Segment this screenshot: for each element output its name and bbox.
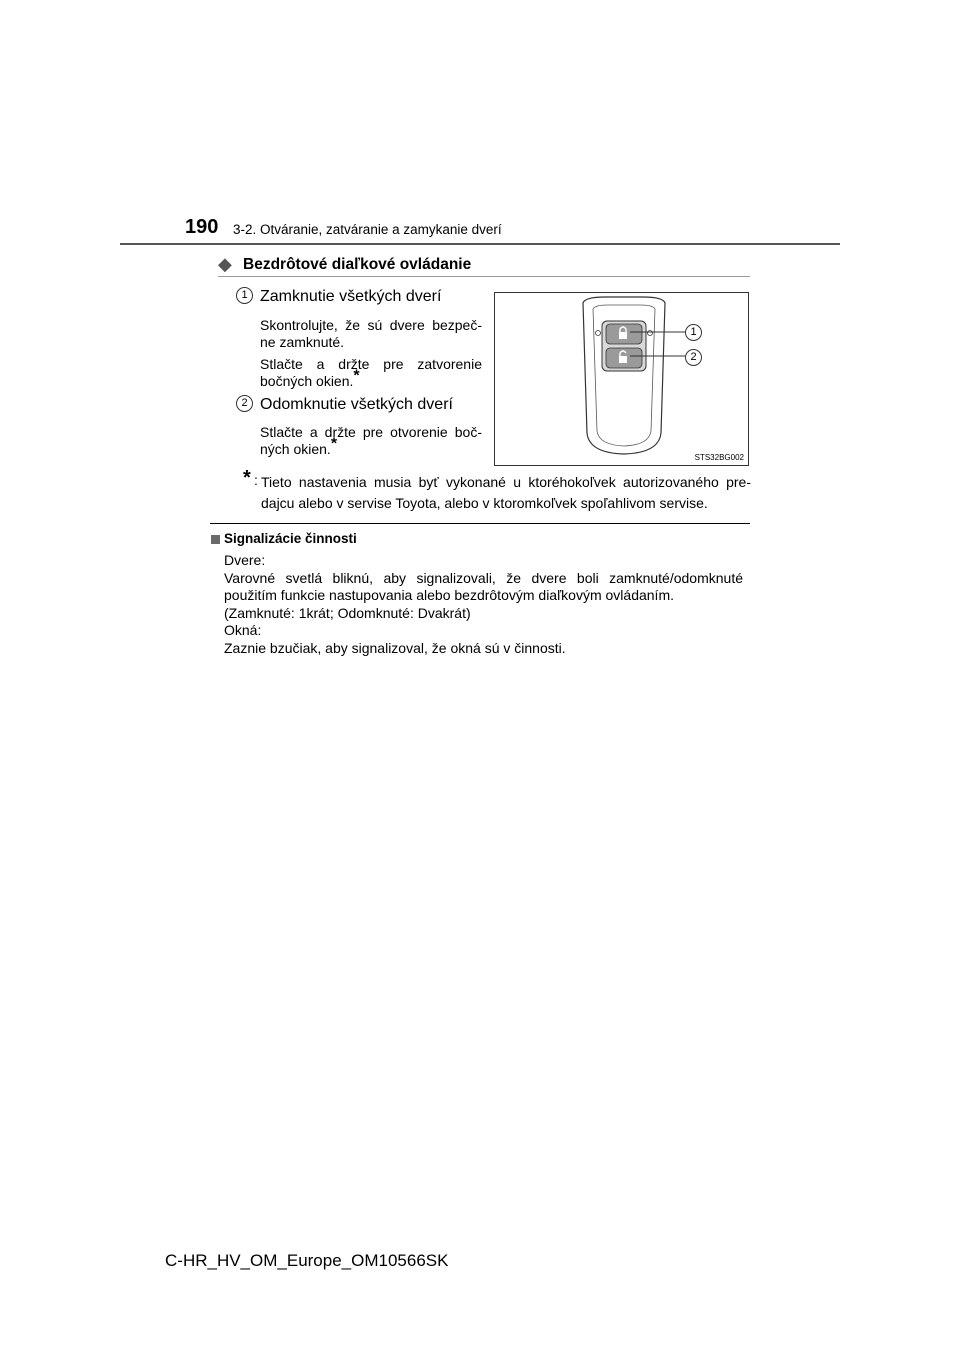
diamond-bullet-icon: ◆ xyxy=(218,254,232,274)
item-2-text-1: Stlačte a držte pre otvorenie boč-ných okien.* xyxy=(260,424,482,457)
signals-divider xyxy=(210,523,750,524)
header-divider xyxy=(120,243,840,245)
section-divider xyxy=(218,276,750,277)
figure-code: STS32BG002 xyxy=(694,453,744,462)
square-bullet-icon xyxy=(211,535,220,544)
signals-body xyxy=(224,552,743,657)
footnote-colon: : xyxy=(254,472,258,488)
callout-1: 1 xyxy=(685,324,702,341)
footnote-text: Tieto nastavenia musia byť vykonané u ktoréhokoľvek autorizovaného pre-dajcu alebo v servise Toyota, alebo v ktoromkoľvek spoľahlivom servise. xyxy=(261,474,751,511)
item-number-1: 1 xyxy=(236,287,253,304)
footnote-mark: * xyxy=(353,367,360,385)
callout-2: 2 xyxy=(685,349,702,366)
item-1-title: Zamknutie všetkých dverí xyxy=(260,288,442,305)
page-number: 190 xyxy=(185,216,219,238)
item-1-text-1: Skontrolujte, že sú dvere bezpeč-ne zamknuté. xyxy=(260,317,482,350)
signals-line: použitím funkcie nastupovania alebo bezdrôtovým diaľkovým ovládaním. xyxy=(224,587,674,603)
signals-line: Varovné svetlá bliknú, aby signalizovali, že dvere boli zamknuté/odomknuté xyxy=(224,569,743,586)
item-2-title: Odomknutie všetkých dverí xyxy=(260,396,453,413)
section-title: Bezdrôtové diaľkové ovládanie xyxy=(243,256,472,273)
item-1-text-2: Stlačte a držte pre zatvorenie bočných okien.* xyxy=(260,356,482,389)
smart-key-figure xyxy=(494,292,749,466)
signals-line: Okná: xyxy=(224,622,262,638)
chapter-title: 3-2. Otváranie, zatváranie a zamykanie dverí xyxy=(233,222,502,237)
footnote-star: * xyxy=(243,467,251,489)
signals-title: Signalizácie činnosti xyxy=(224,531,357,546)
smart-key-illustration xyxy=(495,293,748,465)
footnote-mark: * xyxy=(330,435,338,453)
signals-line: Zaznie bzučiak, aby signalizoval, že okná sú v činnosti. xyxy=(224,639,566,656)
signals-line: (Zamknuté: 1krát; Odomknuté: Dvakrát) xyxy=(224,604,471,621)
item-number-2: 2 xyxy=(236,395,253,412)
signals-line: Dvere: xyxy=(224,552,266,568)
document-id: C-HR_HV_OM_Europe_OM10566SK xyxy=(165,1251,449,1270)
